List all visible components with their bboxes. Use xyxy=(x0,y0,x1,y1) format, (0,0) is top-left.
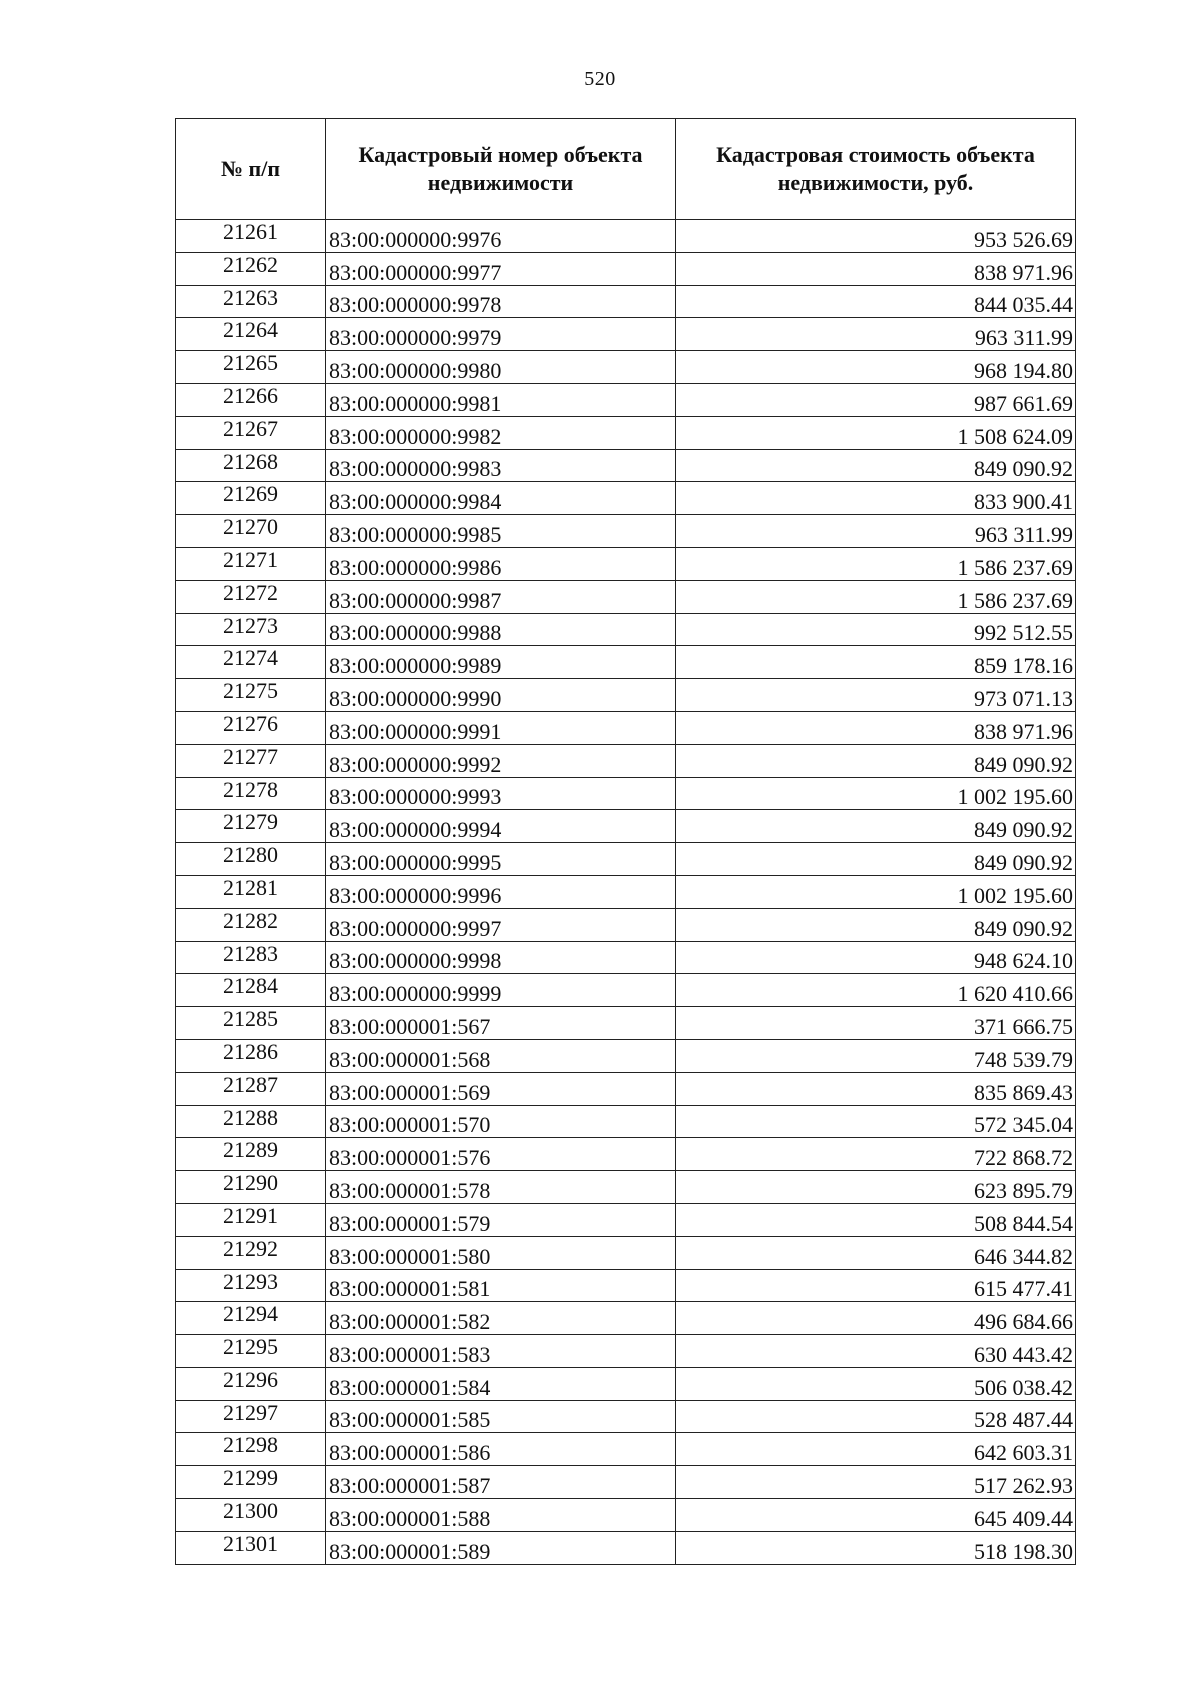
row-index: 21280 xyxy=(176,843,326,876)
row-index: 21266 xyxy=(176,383,326,416)
cadastral-number: 83:00:000000:9988 xyxy=(326,613,676,646)
cadastral-number: 83:00:000000:9986 xyxy=(326,547,676,580)
cadastral-number: 83:00:000000:9984 xyxy=(326,482,676,515)
row-index: 21264 xyxy=(176,318,326,351)
page-number: 520 xyxy=(584,68,616,90)
table-row xyxy=(176,416,1076,449)
cadastral-value: 849 090.92 xyxy=(676,908,1076,941)
row-index: 21289 xyxy=(176,1138,326,1171)
table-row xyxy=(176,941,1076,974)
row-index: 21262 xyxy=(176,252,326,285)
table-row xyxy=(176,285,1076,318)
cadastral-value: 1 002 195.60 xyxy=(676,777,1076,810)
cadastral-value: 968 194.80 xyxy=(676,351,1076,384)
table-row xyxy=(176,220,1076,253)
row-index: 21301 xyxy=(176,1531,326,1564)
cadastral-number: 83:00:000000:9999 xyxy=(326,974,676,1007)
table-row xyxy=(176,908,1076,941)
cadastral-value: 371 666.75 xyxy=(676,1007,1076,1040)
table-row xyxy=(176,711,1076,744)
cadastral-number: 83:00:000000:9977 xyxy=(326,252,676,285)
cadastral-value: 844 035.44 xyxy=(676,285,1076,318)
table-row xyxy=(176,974,1076,1007)
cadastral-value: 835 869.43 xyxy=(676,1072,1076,1105)
cadastral-number: 83:00:000001:582 xyxy=(326,1302,676,1335)
row-index: 21269 xyxy=(176,482,326,515)
cadastral-value: 992 512.55 xyxy=(676,613,1076,646)
cadastral-value: 645 409.44 xyxy=(676,1499,1076,1532)
cadastral-value: 528 487.44 xyxy=(676,1400,1076,1433)
table-row xyxy=(176,1302,1076,1335)
cadastral-value: 722 868.72 xyxy=(676,1138,1076,1171)
row-index: 21282 xyxy=(176,908,326,941)
table-row xyxy=(176,449,1076,482)
row-index: 21263 xyxy=(176,285,326,318)
row-index: 21281 xyxy=(176,875,326,908)
cadastral-number: 83:00:000001:570 xyxy=(326,1105,676,1138)
cadastral-value: 572 345.04 xyxy=(676,1105,1076,1138)
cadastral-number: 83:00:000000:9997 xyxy=(326,908,676,941)
cadastral-number: 83:00:000001:584 xyxy=(326,1367,676,1400)
table-row xyxy=(176,1171,1076,1204)
table-row xyxy=(176,351,1076,384)
cadastral-value: 859 178.16 xyxy=(676,646,1076,679)
table-row xyxy=(176,482,1076,515)
cadastral-value-table xyxy=(175,118,1076,1565)
cadastral-value: 642 603.31 xyxy=(676,1433,1076,1466)
table-row xyxy=(176,515,1076,548)
row-index: 21297 xyxy=(176,1400,326,1433)
cadastral-value: 963 311.99 xyxy=(676,515,1076,548)
cadastral-number: 83:00:000001:580 xyxy=(326,1236,676,1269)
row-index: 21272 xyxy=(176,580,326,613)
cadastral-number: 83:00:000001:568 xyxy=(326,1039,676,1072)
row-index: 21268 xyxy=(176,449,326,482)
row-index: 21275 xyxy=(176,679,326,712)
header-cadastral-number: Кадастровый номер объекта недвижимости xyxy=(326,119,676,220)
cadastral-number: 83:00:000001:579 xyxy=(326,1203,676,1236)
row-index: 21265 xyxy=(176,351,326,384)
header-row xyxy=(176,119,1076,220)
cadastral-value: 496 684.66 xyxy=(676,1302,1076,1335)
row-index: 21293 xyxy=(176,1269,326,1302)
cadastral-number: 83:00:000001:586 xyxy=(326,1433,676,1466)
cadastral-value: 1 002 195.60 xyxy=(676,875,1076,908)
cadastral-number: 83:00:000000:9985 xyxy=(326,515,676,548)
cadastral-value: 833 900.41 xyxy=(676,482,1076,515)
row-index: 21267 xyxy=(176,416,326,449)
table-row xyxy=(176,1433,1076,1466)
row-index: 21295 xyxy=(176,1335,326,1368)
table-row xyxy=(176,1466,1076,1499)
row-index: 21299 xyxy=(176,1466,326,1499)
cadastral-number: 83:00:000000:9995 xyxy=(326,843,676,876)
cadastral-value: 963 311.99 xyxy=(676,318,1076,351)
cadastral-table-container xyxy=(175,118,1075,1565)
table-row xyxy=(176,646,1076,679)
table-row xyxy=(176,843,1076,876)
table-body xyxy=(176,220,1076,1565)
row-index: 21274 xyxy=(176,646,326,679)
cadastral-value: 838 971.96 xyxy=(676,252,1076,285)
header-index: № п/п xyxy=(176,119,326,220)
row-index: 21277 xyxy=(176,744,326,777)
cadastral-number: 83:00:000001:583 xyxy=(326,1335,676,1368)
table-row xyxy=(176,1007,1076,1040)
cadastral-number: 83:00:000000:9998 xyxy=(326,941,676,974)
table-row xyxy=(176,810,1076,843)
table-row xyxy=(176,1335,1076,1368)
table-row xyxy=(176,1138,1076,1171)
cadastral-value: 646 344.82 xyxy=(676,1236,1076,1269)
cadastral-number: 83:00:000000:9982 xyxy=(326,416,676,449)
row-index: 21284 xyxy=(176,974,326,1007)
cadastral-number: 83:00:000000:9978 xyxy=(326,285,676,318)
cadastral-value: 623 895.79 xyxy=(676,1171,1076,1204)
row-index: 21273 xyxy=(176,613,326,646)
cadastral-value: 1 586 237.69 xyxy=(676,580,1076,613)
cadastral-number: 83:00:000000:9990 xyxy=(326,679,676,712)
cadastral-number: 83:00:000001:589 xyxy=(326,1531,676,1564)
cadastral-number: 83:00:000001:578 xyxy=(326,1171,676,1204)
table-row xyxy=(176,613,1076,646)
table-row xyxy=(176,1531,1076,1564)
table-row xyxy=(176,547,1076,580)
row-index: 21292 xyxy=(176,1236,326,1269)
cadastral-value: 973 071.13 xyxy=(676,679,1076,712)
cadastral-number: 83:00:000001:581 xyxy=(326,1269,676,1302)
header-cadastral-value: Кадастровая стоимость объекта недвижимости, руб. xyxy=(676,119,1076,220)
cadastral-number: 83:00:000000:9983 xyxy=(326,449,676,482)
row-index: 21271 xyxy=(176,547,326,580)
row-index: 21291 xyxy=(176,1203,326,1236)
row-index: 21290 xyxy=(176,1171,326,1204)
cadastral-value: 615 477.41 xyxy=(676,1269,1076,1302)
cadastral-number: 83:00:000000:9980 xyxy=(326,351,676,384)
cadastral-number: 83:00:000001:569 xyxy=(326,1072,676,1105)
cadastral-number: 83:00:000000:9981 xyxy=(326,383,676,416)
cadastral-value: 948 624.10 xyxy=(676,941,1076,974)
table-row xyxy=(176,383,1076,416)
table-row xyxy=(176,1400,1076,1433)
table-row xyxy=(176,1236,1076,1269)
row-index: 21287 xyxy=(176,1072,326,1105)
cadastral-value: 1 586 237.69 xyxy=(676,547,1076,580)
cadastral-value: 748 539.79 xyxy=(676,1039,1076,1072)
row-index: 21278 xyxy=(176,777,326,810)
table-row xyxy=(176,679,1076,712)
row-index: 21296 xyxy=(176,1367,326,1400)
cadastral-value: 630 443.42 xyxy=(676,1335,1076,1368)
cadastral-value: 1 508 624.09 xyxy=(676,416,1076,449)
cadastral-number: 83:00:000001:567 xyxy=(326,1007,676,1040)
table-row xyxy=(176,1039,1076,1072)
cadastral-number: 83:00:000000:9994 xyxy=(326,810,676,843)
row-index: 21294 xyxy=(176,1302,326,1335)
table-row xyxy=(176,1203,1076,1236)
row-index: 21285 xyxy=(176,1007,326,1040)
table-row xyxy=(176,777,1076,810)
cadastral-number: 83:00:000000:9991 xyxy=(326,711,676,744)
row-index: 21279 xyxy=(176,810,326,843)
cadastral-value: 849 090.92 xyxy=(676,744,1076,777)
table-row xyxy=(176,580,1076,613)
row-index: 21300 xyxy=(176,1499,326,1532)
row-index: 21283 xyxy=(176,941,326,974)
row-index: 21276 xyxy=(176,711,326,744)
cadastral-value: 508 844.54 xyxy=(676,1203,1076,1236)
cadastral-number: 83:00:000001:587 xyxy=(326,1466,676,1499)
table-row xyxy=(176,744,1076,777)
table-row xyxy=(176,318,1076,351)
table-row xyxy=(176,1105,1076,1138)
table-row xyxy=(176,875,1076,908)
cadastral-number: 83:00:000001:588 xyxy=(326,1499,676,1532)
cadastral-value: 987 661.69 xyxy=(676,383,1076,416)
row-index: 21261 xyxy=(176,220,326,253)
cadastral-value: 518 198.30 xyxy=(676,1531,1076,1564)
table-row xyxy=(176,1072,1076,1105)
table-row xyxy=(176,1269,1076,1302)
table-row xyxy=(176,1367,1076,1400)
cadastral-number: 83:00:000000:9987 xyxy=(326,580,676,613)
cadastral-value: 849 090.92 xyxy=(676,810,1076,843)
cadastral-number: 83:00:000000:9979 xyxy=(326,318,676,351)
cadastral-value: 849 090.92 xyxy=(676,843,1076,876)
table-row xyxy=(176,1499,1076,1532)
cadastral-number: 83:00:000000:9992 xyxy=(326,744,676,777)
table-row xyxy=(176,252,1076,285)
cadastral-number: 83:00:000001:576 xyxy=(326,1138,676,1171)
cadastral-number: 83:00:000000:9976 xyxy=(326,220,676,253)
table-header xyxy=(176,119,1076,220)
row-index: 21288 xyxy=(176,1105,326,1138)
cadastral-number: 83:00:000000:9996 xyxy=(326,875,676,908)
row-index: 21286 xyxy=(176,1039,326,1072)
cadastral-number: 83:00:000001:585 xyxy=(326,1400,676,1433)
cadastral-number: 83:00:000000:9989 xyxy=(326,646,676,679)
cadastral-value: 838 971.96 xyxy=(676,711,1076,744)
row-index: 21270 xyxy=(176,515,326,548)
cadastral-value: 953 526.69 xyxy=(676,220,1076,253)
cadastral-value: 1 620 410.66 xyxy=(676,974,1076,1007)
cadastral-number: 83:00:000000:9993 xyxy=(326,777,676,810)
cadastral-value: 506 038.42 xyxy=(676,1367,1076,1400)
cadastral-value: 849 090.92 xyxy=(676,449,1076,482)
row-index: 21298 xyxy=(176,1433,326,1466)
cadastral-value: 517 262.93 xyxy=(676,1466,1076,1499)
